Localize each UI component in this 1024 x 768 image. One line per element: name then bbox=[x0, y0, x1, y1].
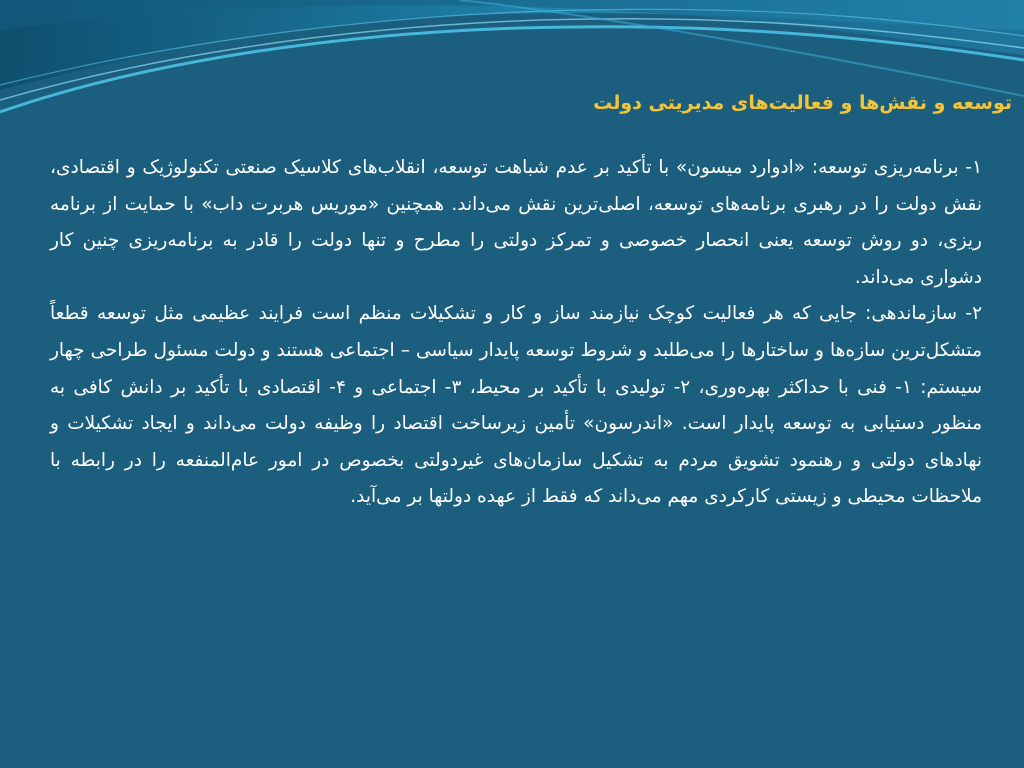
slide-title: توسعه و نقش‌ها و فعالیت‌های مدیریتی دولت bbox=[593, 92, 1012, 114]
paragraph-organizing: ۲- سازماندهی: جایی که هر فعالیت کوچک نیازمند ساز و کار و تشکیلات منظم است فرایند عظیمی مثل توسعه قطعاً متشکل‌ترین سازه‌ها و ساختارها را می‌طلبد و شروط توسعه پایدار سیاسی – اجتماعی هستند و دولت مسئول طراحی چهار سیستم: ۱- فنی با حداکثر بهره‌وری، ۲- تولیدی با تأکید بر محیط، ۳- اجتماعی و ۴- اقتصادی با تأکید بر دانش کافی به منظور دستیابی به توسعه پایدار است. «اندرسون» تأمین زیرساخت اقتصاد را وظیفه دولت می‌داند و ایجاد تشکیلات و نهادهای دولتی و رهنمود تشویق مردم به تشکیل سازمان‌های غیردولتی بخصوص در امور عام‌المنفعه را در رابطه با ملاحظات محیطی و زیستی کارکردی مهم می‌داند که فقط از عهده دولتها بر می‌آید. bbox=[50, 303, 982, 508]
paragraph-planning: ۱- برنامه‌ریزی توسعه: «ادوارد میسون» با تأکید بر عدم شباهت توسعه، انقلاب‌های کلاسیک صنعتی تکنولوژیک و اقتصادی، نقش دولت را در رهبری برنامه‌های توسعه، اصلی‌ترین نقش می‌داند. همچنین «موریس هربرت داب» با حمایت از برنامه ریزی، دو روش توسعه یعنی انحصار خصوصی و تمرکز دولتی را مطرح و تنها دولت را قادر به برنامه‌ریزی چنین کار دشواری می‌داند. bbox=[50, 157, 982, 288]
slide-body bbox=[50, 150, 982, 516]
